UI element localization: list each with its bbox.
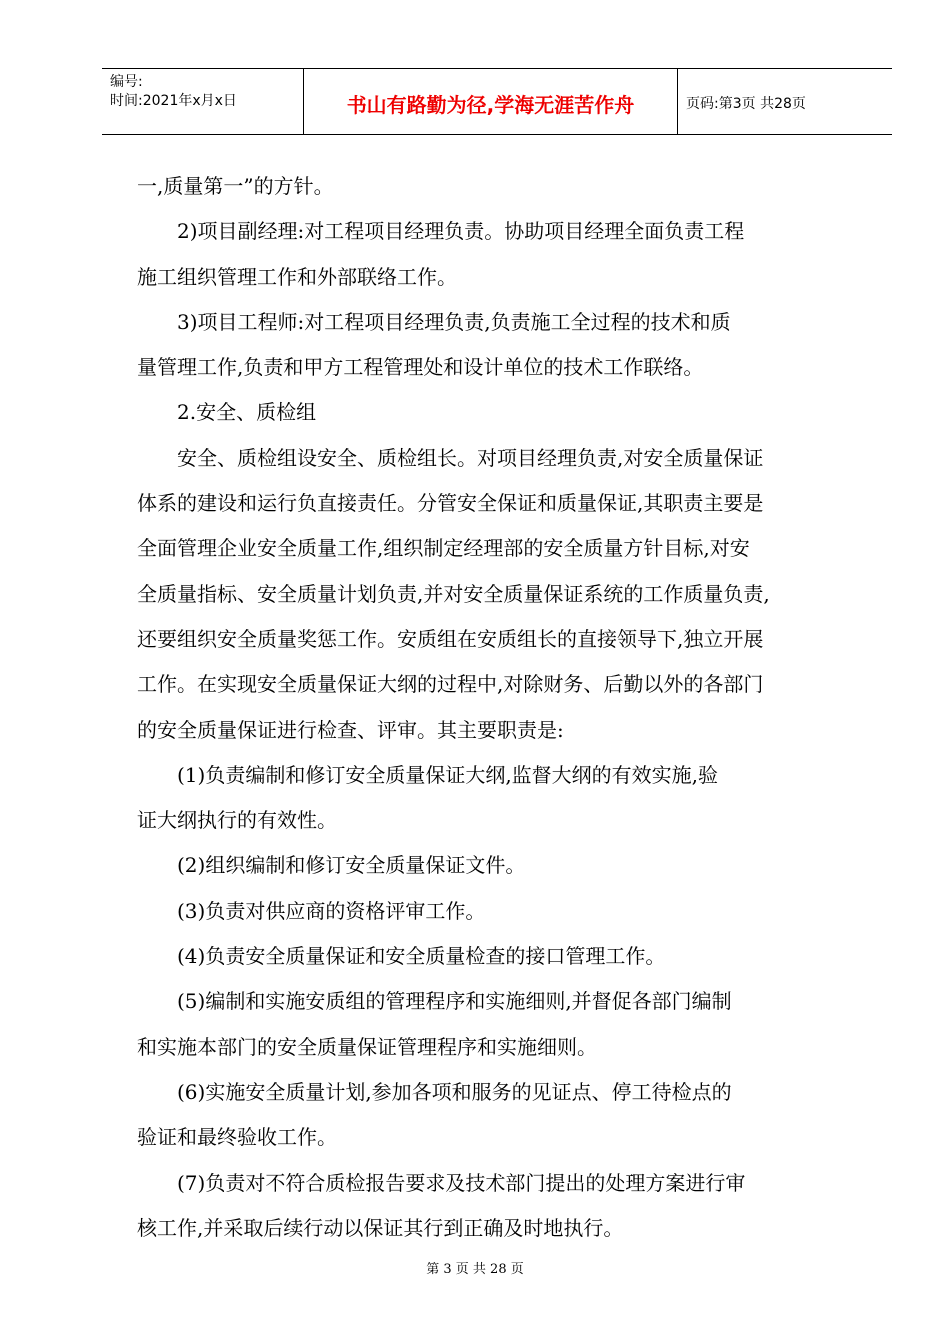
text-line: 全质量指标、安全质量计划负责,并对安全质量保证系统的工作质量负责, (137, 581, 770, 606)
text-line: 体系的建设和运行负直接责任。分管安全保证和质量保证,其职责主要是 (137, 491, 764, 516)
text-line: 还要组织安全质量奖惩工作。安质组在安质组长的直接领导下,独立开展 (137, 626, 764, 651)
text-line: 工作。在实现安全质量保证大纲的过程中,对除财务、后勤以外的各部门 (137, 672, 764, 697)
text-line: 核工作,并采取后续行动以保证其行到正确及时地执行。 (137, 1215, 624, 1240)
text-line: 施工组织管理工作和外部联络工作。 (137, 264, 457, 289)
text-line: (7)负责对不符合质检报告要求及技术部门提出的处理方案进行审 (137, 1170, 746, 1195)
page-footer: 第 3 页 共 28 页 (426, 1262, 524, 1277)
text-line: (4)负责安全质量保证和安全质量检查的接口管理工作。 (137, 944, 666, 969)
text-line: 的安全质量保证进行检查、评审。其主要职责是: (137, 717, 564, 742)
page-header (102, 68, 892, 135)
text-line: 证大纲执行的有效性。 (137, 808, 337, 833)
time-label: 时间:2021年x月x日 (110, 93, 237, 109)
section-heading: 2.安全、质检组 (137, 400, 317, 425)
text-line: (1)负责编制和修订安全质量保证大纲,监督大纲的有效实施,验 (137, 762, 719, 787)
text-line: 2)项目副经理:对工程项目经理负责。协助项目经理全面负责工程 (137, 219, 745, 244)
text-line: 和实施本部门的安全质量保证管理程序和实施细则。 (137, 1034, 597, 1059)
text-line: 3)项目工程师:对工程项目经理负责,负责施工全过程的技术和质 (137, 309, 731, 334)
text-line: (3)负责对供应商的资格评审工作。 (137, 898, 486, 923)
text-line: 量管理工作,负责和甲方工程管理处和设计单位的技术工作联络。 (137, 355, 704, 380)
text-line: 安全、质检组设安全、质检组长。对项目经理负责,对安全质量保证 (137, 445, 764, 470)
text-line: 全面管理企业安全质量工作,组织制定经理部的安全质量方针目标,对安 (137, 536, 750, 561)
header-meta (102, 69, 304, 134)
document-body (137, 164, 877, 1251)
text-line: 验证和最终验收工作。 (137, 1125, 337, 1150)
text-line: (2)组织编制和修订安全质量保证文件。 (137, 853, 526, 878)
code-label: 编号: (110, 74, 143, 90)
text-line: (6)实施安全质量计划,参加各项和服务的见证点、停工待检点的 (137, 1079, 732, 1104)
header-page-info: 页码:第3页 共28页 (686, 96, 806, 112)
header-motto: 书山有路勤为径,学海无涯苦作舟 (304, 69, 678, 134)
text-line: 一,质量第一”的方针。 (137, 174, 334, 198)
text-line: (5)编制和实施安质组的管理程序和实施细则,并督促各部门编制 (137, 989, 732, 1014)
